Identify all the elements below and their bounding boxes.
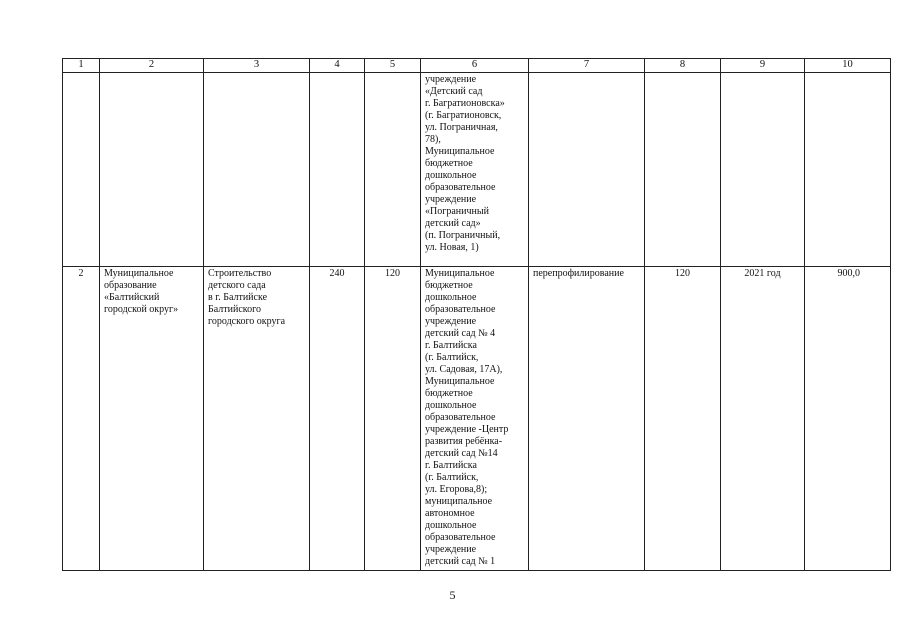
- table-cell: Муниципальное образование «Балтийский городской округ»: [100, 267, 204, 571]
- table-cell: 240: [310, 267, 365, 571]
- table-cell: [100, 73, 204, 267]
- header-cell: 9: [721, 59, 805, 73]
- header-cell: 2: [100, 59, 204, 73]
- table-row: [63, 267, 891, 571]
- header-cell: 1: [63, 59, 100, 73]
- table-cell: 120: [645, 267, 721, 571]
- table-cell: [310, 73, 365, 267]
- header-cell: 8: [645, 59, 721, 73]
- table-cell: Строительство детского сада в г. Балтийске Балтийского городского округа: [204, 267, 310, 571]
- table-cell: [365, 73, 421, 267]
- header-cell: 7: [529, 59, 645, 73]
- data-table: [62, 58, 891, 571]
- header-cell: 3: [204, 59, 310, 73]
- table-cell: 120: [365, 267, 421, 571]
- header-cell: 5: [365, 59, 421, 73]
- table-cell: учреждение «Детский сад г. Багратионовска» (г. Багратионовск, ул. Пограничная, 78), Муниципальное бюджетное дошкольное образовательное учреждение «Пограничный детский сад» (п. Пограничный, ул. Новая, 1): [421, 73, 529, 267]
- table-cell: [721, 73, 805, 267]
- table-cell: [63, 73, 100, 267]
- header-cell: 10: [805, 59, 891, 73]
- table-row: [63, 73, 891, 267]
- table-cell: 2021 год: [721, 267, 805, 571]
- table-cell: 2: [63, 267, 100, 571]
- table-cell: перепрофилирование: [529, 267, 645, 571]
- table-cell: [204, 73, 310, 267]
- table-cell: [805, 73, 891, 267]
- header-cell: 4: [310, 59, 365, 73]
- header-cell: 6: [421, 59, 529, 73]
- table-cell: [645, 73, 721, 267]
- page-number: 5: [449, 588, 456, 602]
- table-cell: [529, 73, 645, 267]
- table-cell: 900,0: [805, 267, 891, 571]
- header-row: [63, 59, 891, 73]
- table-cell: Муниципальное бюджетное дошкольное образовательное учреждение детский сад № 4 г. Балтийска (г. Балтийск, ул. Садовая, 17А), Муниципальное бюджетное дошкольное образовательное учреждение -Центр развития ребёнка- детский сад №14 г. Балтийска (г. Балтийск, ул. Егорова,8); муниципальное автономное дошкольное образовательное учреждение детский сад № 1: [421, 267, 529, 571]
